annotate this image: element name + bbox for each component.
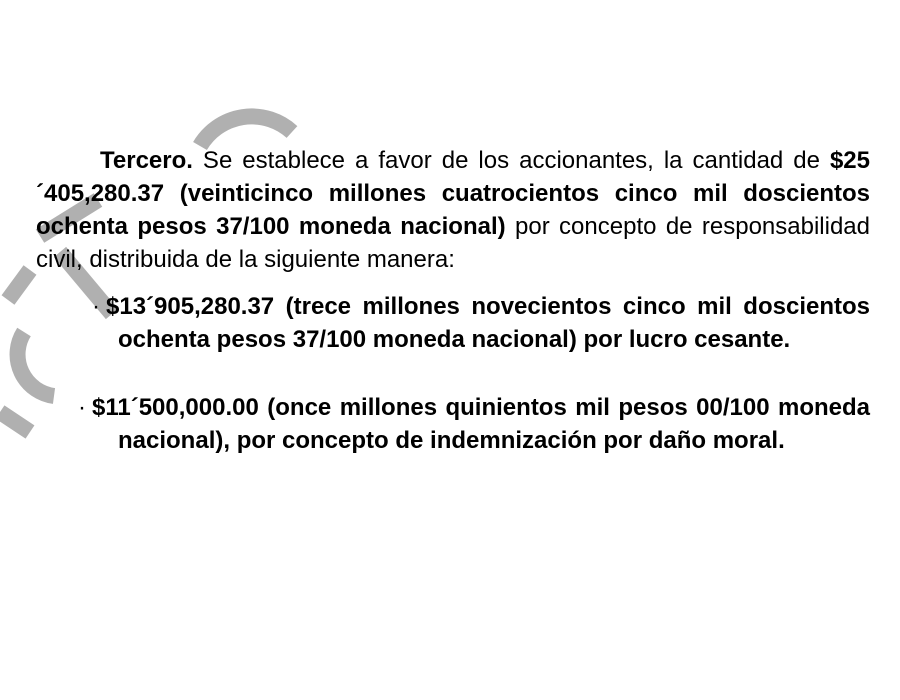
paragraph-amount: $25´405,280.37 (veinticinco millones cuatrocientos cinco mil doscientos ochenta pesos 37/100 moneda nacional) <box>36 147 870 240</box>
list-item <box>36 391 870 457</box>
document-body <box>36 144 870 457</box>
list-item <box>36 290 870 356</box>
watermark-letter-u <box>200 116 292 146</box>
paragraph-tercero <box>36 144 870 276</box>
paragraph-text-2: por concepto de responsabilidad civil, distribuida de la siguiente manera: <box>36 213 870 273</box>
bullet-icon: · <box>78 394 86 421</box>
paragraph-text-1: Se establece a favor de los accionantes, la cantidad de <box>192 147 830 174</box>
list-item-text: $11´500,000.00 (once millones quinientos mil pesos 00/100 moneda nacional), por concepto de indemnización por daño moral. <box>92 394 870 454</box>
list-item-text: $13´905,280.37 (trece millones novecientos cinco mil doscientos ochenta pesos 37/100 moneda nacional) por lucro cesante. <box>106 293 870 353</box>
bullet-icon: · <box>92 293 100 320</box>
distribution-list <box>36 290 870 457</box>
watermark-fragment <box>0 412 30 432</box>
paragraph-heading: Tercero. <box>100 147 193 174</box>
watermark-arc-fragment <box>8 270 30 300</box>
